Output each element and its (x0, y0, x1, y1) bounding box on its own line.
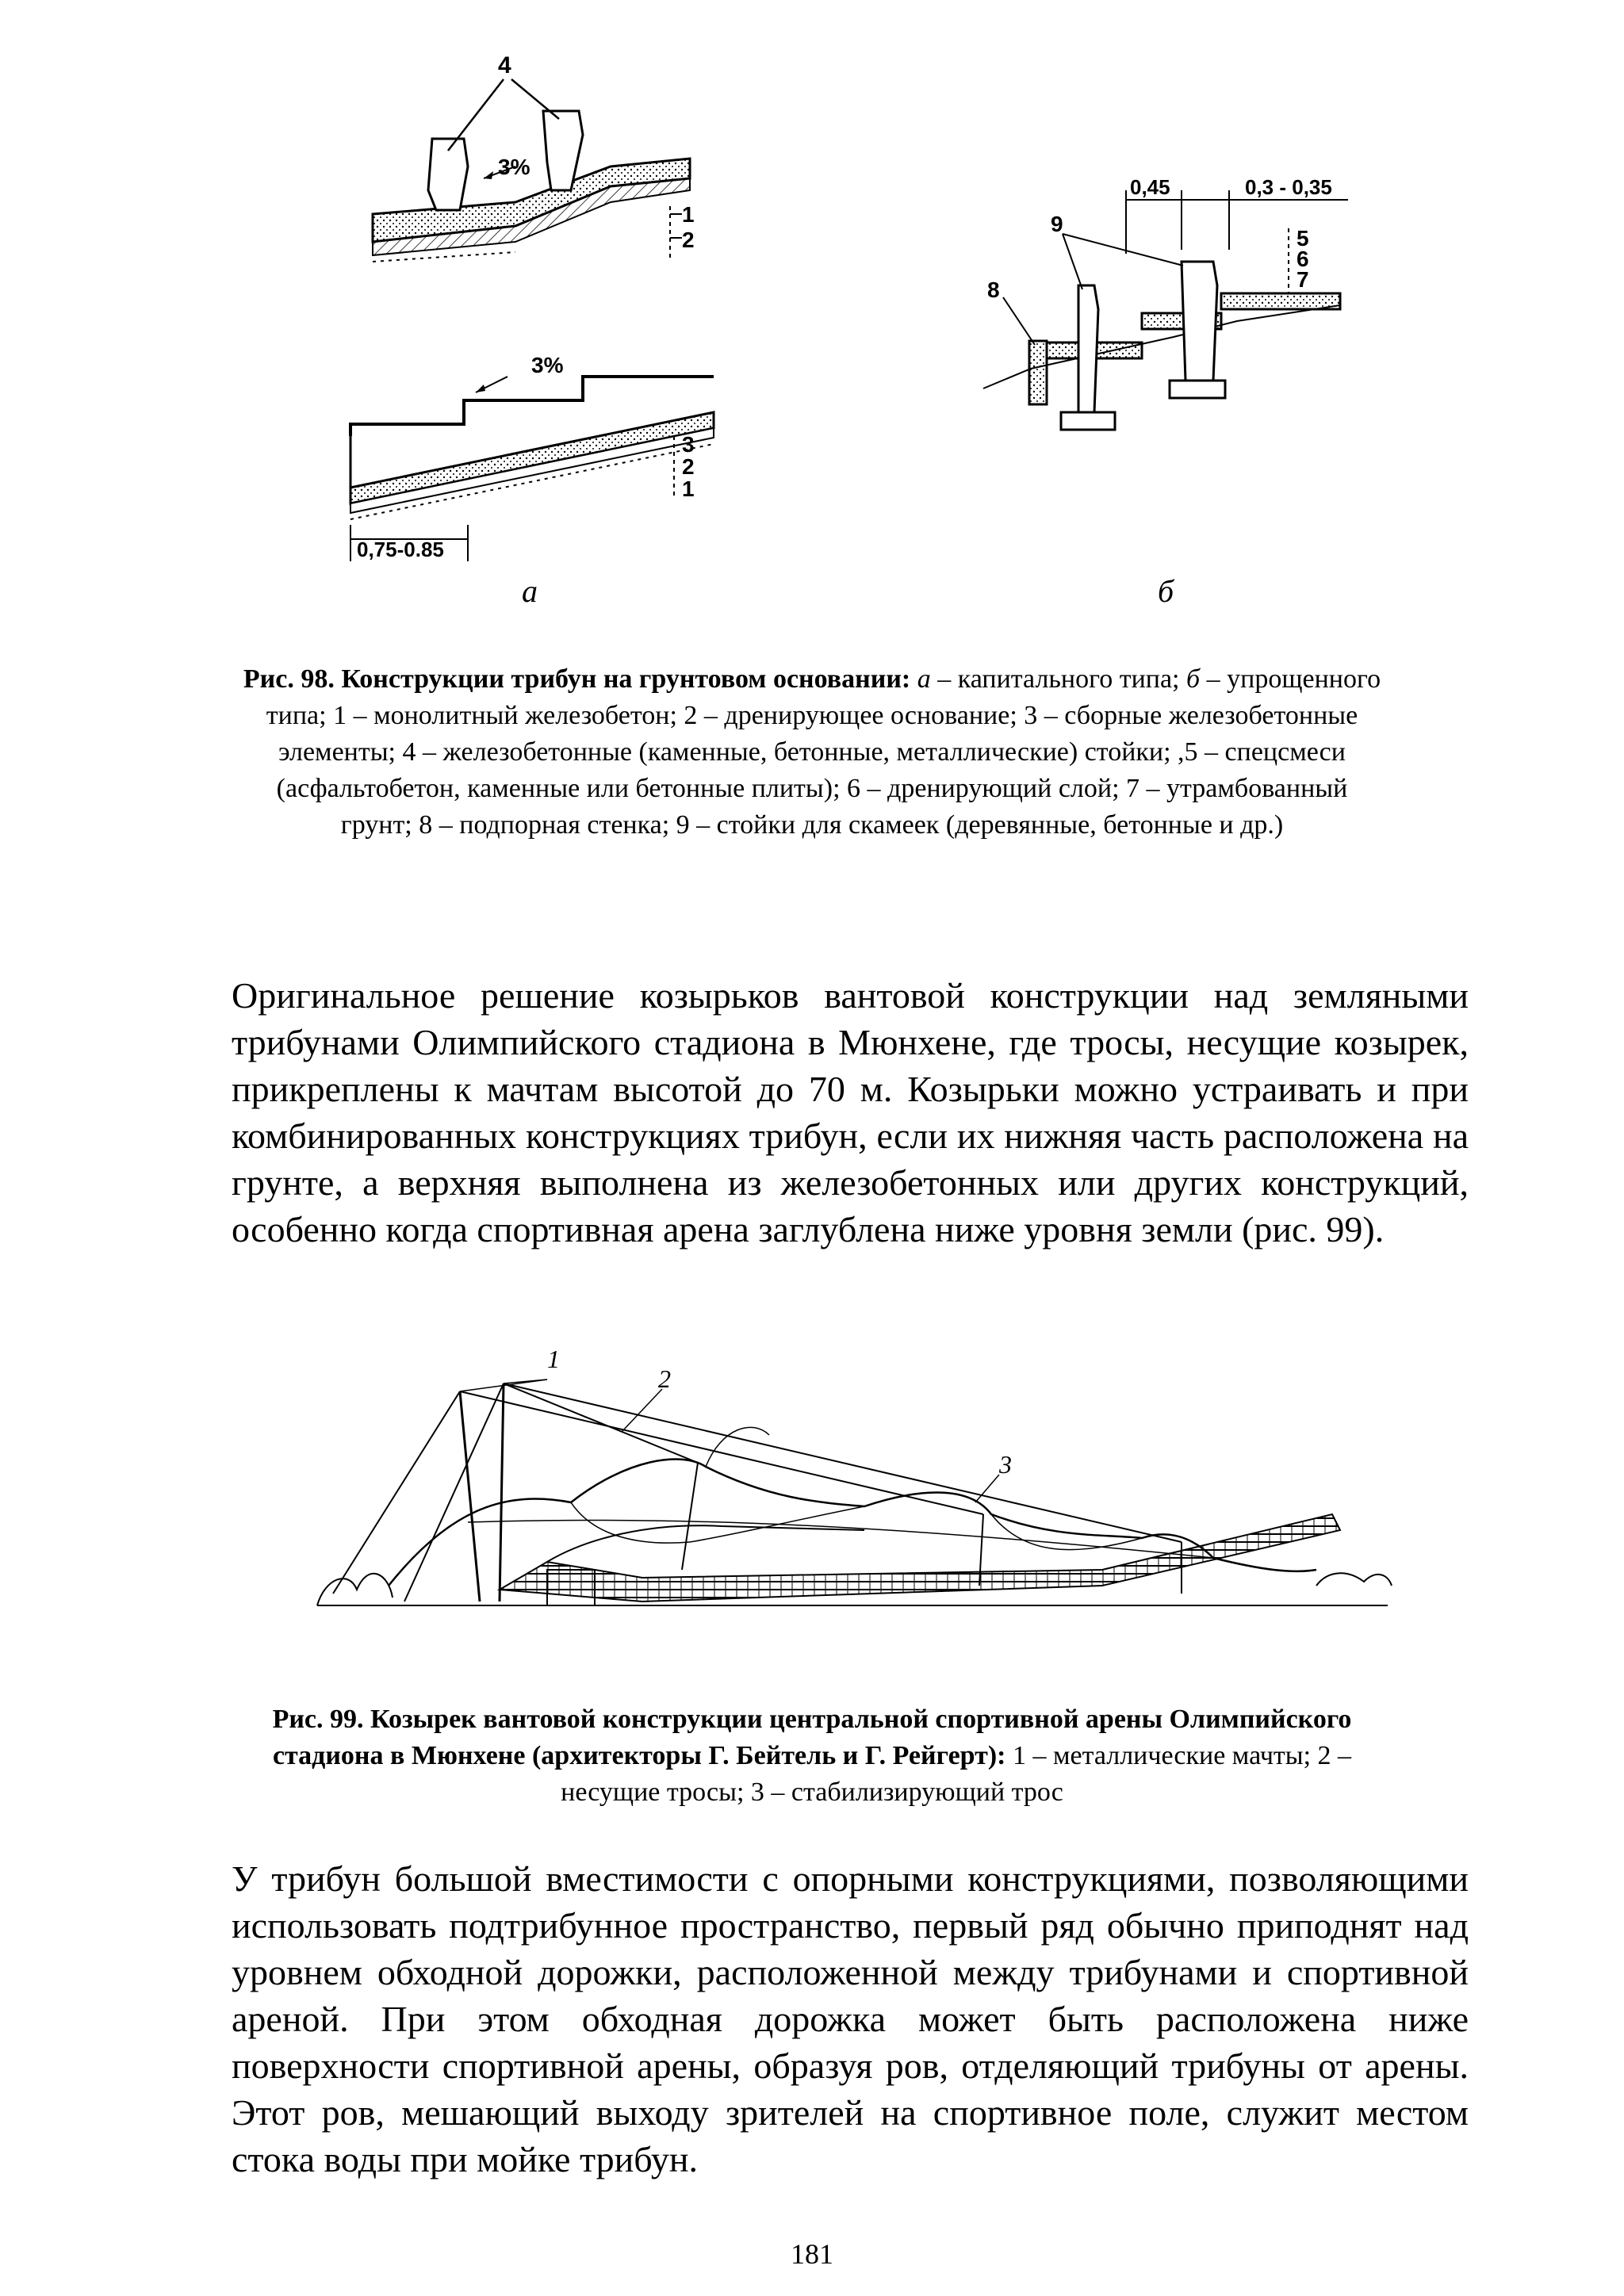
figure-98b (975, 174, 1348, 460)
label-1-bottom: 1 (682, 476, 695, 501)
caption-98-letter-a: а (917, 664, 931, 694)
label-3-bottom: 3 (682, 432, 695, 457)
label-7: 7 (1297, 267, 1309, 292)
label-slope-bottom: 3% (531, 353, 564, 377)
dimension-045: 0,45 (1130, 175, 1170, 199)
subfigure-label-b: б (1158, 573, 1174, 609)
subfigure-label-a: а (522, 573, 538, 609)
label-1-top: 1 (682, 202, 695, 227)
paragraph-1: Оригинальное решение козырьков вантовой конструкции над земляными трибунами Олимпийского стадиона в Мюнхене, где тросы, несущие козырек, прикреплены к мачтам высотой до 70 м. Козырьки можно устраивать и при комбинированных конструкциях трибун, если их нижняя часть расположена на грунте, а верхняя выполнена из железобетонных или других конструкций, особенно когда спортивная арена заглублена ниже уровня земли (рис. 99). (232, 975, 1469, 1249)
caption-99-title: Рис. 99. Козырек вантовой конструкции центральной спортивной арены Олимпийского стадиона в Мюнхене (архитекторы Г. Бейтель и Г. Рейгерт): (272, 1705, 1352, 1770)
caption-98-title: Рис. 98. Конструкции трибун на грунтовом основании: (243, 664, 911, 694)
caption-98-letter-b: б (1186, 664, 1201, 694)
dimension-a: 0,75-0.85 (357, 538, 444, 561)
figure-98a-bottom (341, 349, 753, 571)
caption-98-seg1: – капитального типа; (930, 664, 1187, 694)
caption-98-seg2: – упрощенного типа; 1 – монолитный железобетон; 2 – дренирующее основание; 3 – сборные железобетонные элементы; 4 – железобетонные (каменные, бетонные, металлические) стойки; ,5 – спецсмеси (асфальтобетон, каменные или бетонные плиты); 6 – дренирующий слой; 7 – утрамбованный грунт; 8 – подпорная стенка; 9 – стойки для скамеек (деревянные, бетонные и др.) (266, 664, 1381, 840)
label-6: 6 (1297, 247, 1309, 271)
page-number: 181 (791, 2238, 833, 2270)
figure-98a-top (357, 48, 737, 285)
caption-99-rest: 1 – металлические мачты; 2 – несущие тросы; 3 – стабилизирующий трос (561, 1741, 1352, 1807)
fig99-label-2: 2 (658, 1364, 671, 1393)
label-slope-top: 3% (498, 155, 530, 179)
fig99-label-1: 1 (547, 1345, 560, 1373)
label-8: 8 (987, 277, 1000, 302)
label-5: 5 (1297, 226, 1309, 251)
figure-99 (309, 1332, 1404, 1657)
label-4: 4 (498, 52, 511, 78)
paragraph-2: У трибун большой вместимости с опорными конструкциями, позволяющими использовать подтрибунное пространство, первый ряд обычно приподнят над уровнем обходной дорожки, расположенной между трибунами и спортивной ареной. При этом обходная дорожка может быть расположена ниже поверхности спортивной арены, образуя ров, отделяющий трибуны от арены. Этот ров, мешающий выходу зрителей на спортивное поле, служит местом стока воды при мойке трибун. (232, 1858, 1469, 2179)
figure-98-caption (238, 661, 1386, 844)
label-2-bottom: 2 (682, 454, 695, 479)
label-9: 9 (1051, 212, 1063, 236)
label-2-top: 2 (682, 228, 695, 252)
fig99-label-3: 3 (999, 1450, 1012, 1479)
figure-99-caption (238, 1701, 1386, 1811)
dimension-03-035: 0,3 - 0,35 (1245, 175, 1332, 199)
